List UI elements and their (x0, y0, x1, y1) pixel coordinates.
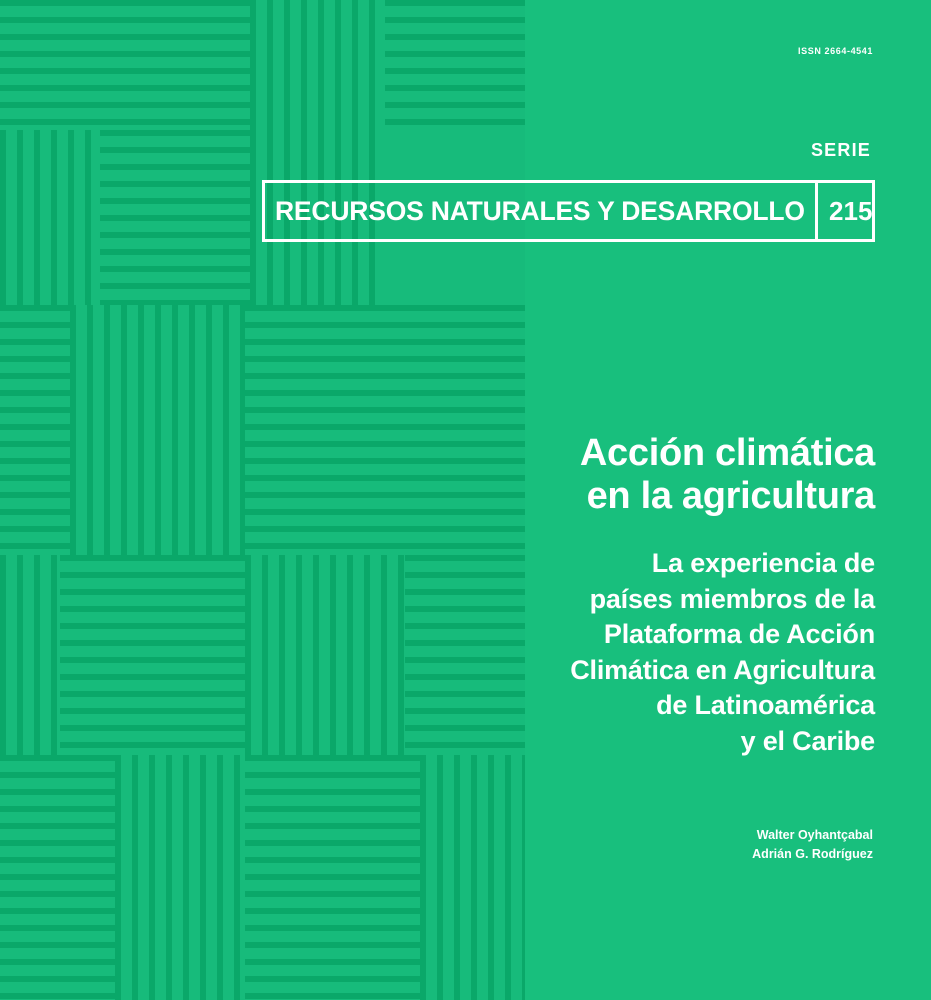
pattern-block-vertical (420, 755, 525, 1000)
pattern-block-horizontal (0, 0, 250, 130)
pattern-block-vertical (70, 305, 245, 555)
series-title-bar (262, 180, 875, 242)
subtitle-line-3: Plataforma de Acción (603, 619, 875, 650)
title-line-1: Acción climática (579, 432, 875, 474)
author-name: Walter Oyhantçabal (756, 828, 873, 842)
series-name: RECURSOS NATURALES Y DESARROLLO (275, 195, 805, 226)
pattern-block-horizontal (0, 305, 70, 555)
pattern-block-horizontal (60, 555, 245, 755)
authors-block (473, 826, 873, 865)
subtitle-line-6: y el Caribe (740, 726, 875, 756)
pattern-block-horizontal (0, 755, 115, 1000)
pattern-block-vertical (245, 555, 405, 755)
pattern-block-vertical (250, 0, 385, 130)
pattern-block-vertical (0, 555, 60, 755)
serie-label: SERIE (810, 140, 871, 160)
page-title (445, 432, 875, 518)
author-name: Adrián G. Rodríguez (752, 847, 873, 862)
pattern-block-horizontal (245, 755, 420, 1000)
title-line-2: en la agricultura (586, 474, 875, 517)
issn-text: ISSN 2664-4541 (798, 46, 873, 56)
series-number: 215 (815, 183, 884, 239)
subtitle-line-5: de Latinoamérica (656, 690, 875, 721)
pattern-block-vertical (0, 130, 100, 305)
subtitle-line-2: países miembros de la (589, 583, 875, 614)
pattern-block-horizontal (385, 0, 525, 130)
subtitle-line-4: Climática en Agricultura (570, 654, 875, 685)
pattern-block-vertical (115, 755, 245, 1000)
title-block (445, 432, 875, 760)
pattern-block-horizontal (100, 130, 250, 305)
subtitle-line-1: La experiencia de (651, 547, 875, 578)
page-subtitle (445, 546, 875, 760)
